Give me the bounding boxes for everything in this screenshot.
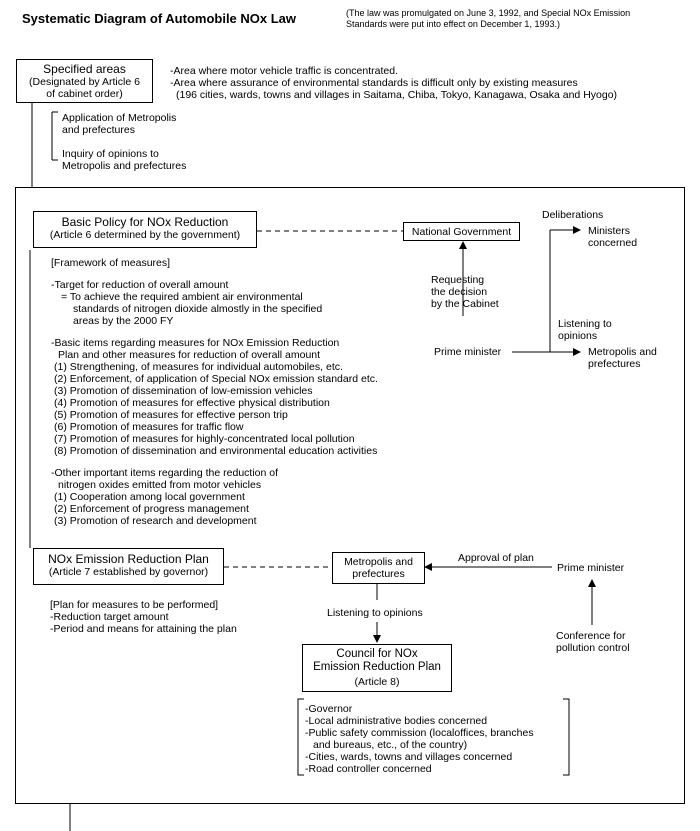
metropolis-prefectures-upper: Metropolis and prefectures: [588, 346, 657, 370]
branch-application: Application of Metropolis and prefectures: [62, 112, 177, 136]
members-bracket-left: [298, 699, 304, 775]
emission-reduction-plan-box: NOx Emission Reduction Plan (Article 7 established by governor): [33, 548, 224, 585]
framework-heading: [Framework of measures]: [51, 257, 171, 269]
national-government-box: National Government: [403, 222, 520, 241]
deliberations-label: Deliberations: [542, 209, 604, 221]
ministers-concerned: Ministers concerned: [588, 225, 638, 249]
framework-of-measures: [Framework of measures] -Target for reduction of overall amount = To achieve the required ambient air environmental standards of nitrogen dioxide almostly in the specified areas by the 2000 FY -Basic items regarding measures for NOx Emission Reduction Plan and other measures for reduction of overall amount (1) Strengthening, of measures for individual automobiles, etc. (2) Enforcement, of application of Special NOx emission standard etc. (3) Promotion of dissemination of low-emission vehicles (4) Promotion of measures for effective physical distribution (5) Promotion of measures for effective person trip (6) Promotion of measures for traffic flow (7) Promotion of measures for highly-concentrated local pollution (8) Promotion of dissemination and environmental education activities -Other important items regarding the reduction of nitrogen oxides emitted from motor vehicles (1) Cooperation among local government (2) Enforcement of progress management (3) Promotion of research and development: [51, 257, 378, 527]
metropolis-prefectures-box: Metropolis and prefectures: [332, 552, 425, 584]
members-bracket-right: [563, 699, 569, 775]
specified-areas-label: Specified areas: [43, 62, 126, 76]
approval-of-plan-label: Approval of plan: [458, 552, 534, 564]
listening-to-opinions-lower: Listening to opinions: [327, 607, 423, 619]
prime-minister-upper: Prime minister: [434, 346, 502, 358]
council-box: Council for NOx Emission Reduction Plan (Article 8): [302, 644, 452, 692]
basic-policy-box: Basic Policy for NOx Reduction (Article 6 determined by the government): [33, 211, 257, 248]
conference-pollution-control: Conference for pollution control: [556, 630, 630, 654]
prime-minister-lower: Prime minister: [557, 562, 625, 574]
header-note: (The law was promulgated on June 3, 1992, and Special NOx Emission Standards were put into effect on December 1, 1993.): [346, 8, 631, 29]
branch-inquiry: Inquiry of opinions to Metropolis and prefectures: [62, 148, 187, 172]
requesting-label: Requesting the decision by the Cabinet: [431, 274, 499, 310]
plan-measures-list: [Plan for measures to be performed] -Reduction target amount -Period and means for attaining the plan: [50, 599, 237, 635]
listening-to-opinions-upper: Listening to opinions: [558, 318, 612, 342]
council-members-list: -Governor -Local administrative bodies concerned -Public safety commission (localoffices, branches and bureaus, etc., of the country) -Cities, wards, towns and villages concerned -Road controller concerned: [305, 703, 534, 775]
specified-areas-notes: -Area where motor vehicle traffic is concentrated. -Area where assurance of environmental standards is difficult only by existing measures (196 cities, wards, towns and villages in Saitama, Chiba, Tokyo, Kanagawa, Osaka and Hyogo): [170, 65, 618, 101]
specified-areas-box: Specified areas (Designated by Article 6 of cabinet order): [16, 59, 153, 103]
page-title: Systematic Diagram of Automobile NOx Law: [22, 11, 297, 26]
